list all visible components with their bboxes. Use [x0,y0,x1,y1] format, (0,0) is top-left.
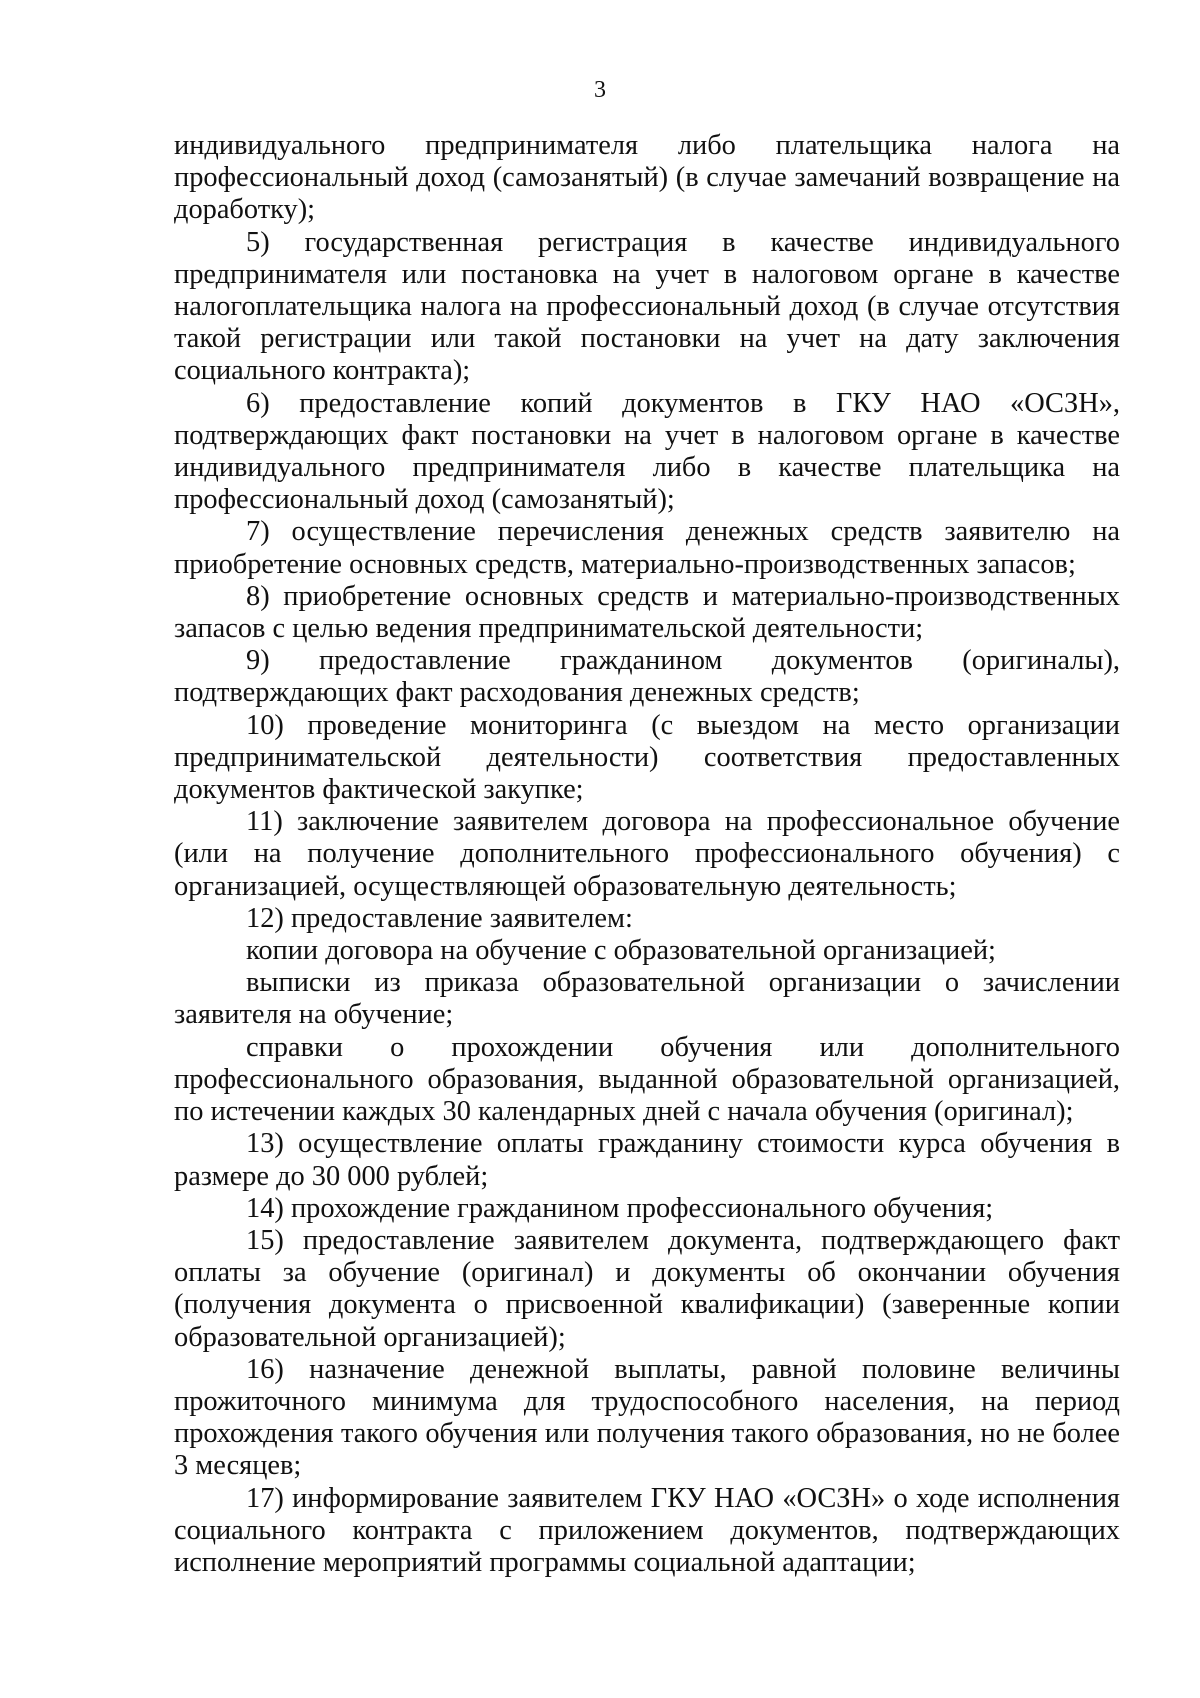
list-item-paragraph: 7) осуществление перечисления денежных средств заявителю на приобретение основных средств, материально-производственных запасов; [174,516,1120,580]
document-body [174,130,1120,1579]
list-item-paragraph: 5) государственная регистрация в качестве индивидуального предпринимателя или постановка на учет в налоговом органе в качестве налогоплательщика налога на профессиональный доход (в случае отсутствия такой регистрации или такой постановки на учет на дату заключения социального контракта); [174,226,1120,387]
list-item-paragraph: 16) назначение денежной выплаты, равной половине величины прожиточного минимума для трудоспособного населения, на период прохождения такого обучения или получения такого образования, но не более 3 месяцев; [174,1353,1120,1482]
paragraph-continuation: индивидуального предпринимателя либо плательщика налога на профессиональный доход (самозанятый) (в случае замечаний возвращение на доработку); [174,130,1120,226]
list-item-paragraph: 15) предоставление заявителем документа, подтверждающего факт оплаты за обучение (оригинал) и документы об окончании обучения (получения документа о присвоенной квалификации) (заверенные копии образовательной организацией); [174,1224,1120,1353]
list-item-paragraph: 9) предоставление гражданином документов (оригиналы), подтверждающих факт расходования денежных средств; [174,645,1120,709]
list-item-paragraph: 17) информирование заявителем ГКУ НАО «ОСЗН» о ходе исполнения социального контракта с приложением документов, подтверждающих исполнение мероприятий программы социальной адаптации; [174,1482,1120,1578]
list-item-paragraph: копии договора на обучение с образовательной организацией; [246,935,996,967]
list-item-paragraph: 13) осуществление оплаты гражданину стоимости курса обучения в размере до 30 000 рублей; [174,1128,1120,1192]
list-item-paragraph: 8) приобретение основных средств и материально-производственных запасов с целью ведения предпринимательской деятельности; [174,580,1120,645]
list-item-paragraph: выписки из приказа образовательной организации о зачислении заявителя на обучение; [174,967,1120,1031]
page-number: 3 [594,77,606,103]
list-item-paragraph: справки о прохождении обучения или дополнительного профессионального образования, выданной образовательной организацией, по истечении каждых 30 календарных дней с начала обучения (оригинал); [174,1031,1120,1128]
list-item-paragraph: 14) прохождение гражданином профессионального обучения; [246,1192,994,1224]
list-item-paragraph: 11) заключение заявителем договора на профессиональное обучение (или на получение дополнительного профессионального обучения) с организацией, осуществляющей образовательную деятельность; [174,806,1120,902]
list-item-paragraph: 10) проведение мониторинга (с выездом на место организации предпринимательской деятельности) соответствия предоставленных документов фактической закупке; [174,709,1120,806]
list-item-paragraph: 12) предоставление заявителем: [246,902,633,934]
list-item-paragraph: 6) предоставление копий документов в ГКУ НАО «ОСЗН», подтверждающих факт постановки на учет в налоговом органе в качестве индивидуального предпринимателя либо в качестве плательщика на профессиональный доход (самозанятый); [174,387,1120,516]
